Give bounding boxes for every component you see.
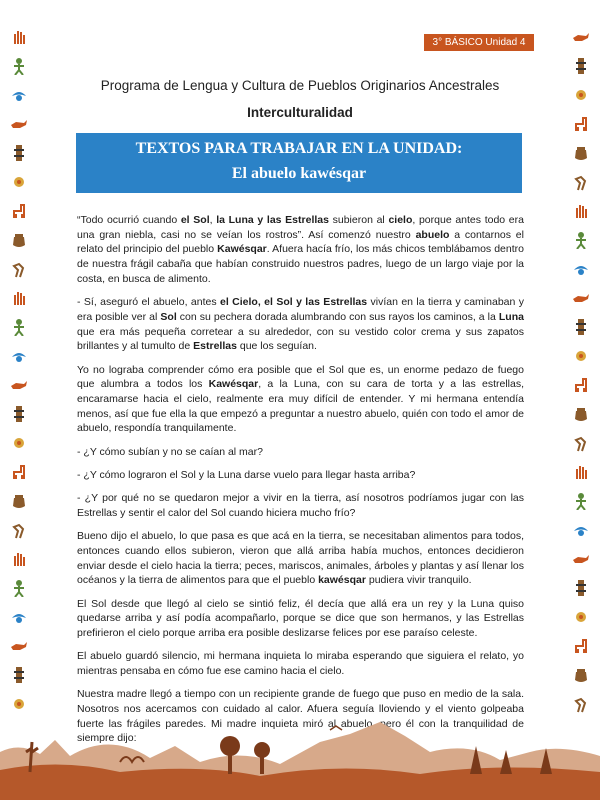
totem-icon — [572, 318, 590, 336]
text-run: que era más pequeña corretear a su alrededor, con su vestido color crema y sus zapatos brillantes y al tumulto de — [77, 325, 524, 353]
text-run: - ¿Y cómo subían y no se caían al mar? — [77, 445, 263, 458]
text-run: , a la Luna, con su cara de torta y a las estrellas, encaramarse hacia el cielo, realmente era muy difícil de entender. Y mi hermana entendía menos, así que fue ella la que empezó a preguntar a nuestro abuelo, quién con todo el amor de abuelo, respondía tranquilamente. — [77, 378, 525, 435]
llama-icon — [572, 637, 590, 655]
text-run: , porque antes todo era una gran niebla, casi no se veían los rostros”. Así comenzó nuestro — [77, 214, 524, 241]
fox-icon — [572, 550, 590, 568]
text-run: - ¿Y cómo lograron el Sol y la Luna darse vuelo para llegar hasta arriba? — [77, 468, 416, 481]
emphasized-text: Luna — [498, 310, 524, 323]
hand-icon — [572, 463, 590, 481]
story-title: El abuelo kawésqar — [231, 165, 367, 182]
story-paragraph — [77, 468, 524, 483]
sun-icon — [10, 434, 28, 452]
text-run: subieron al — [328, 214, 389, 226]
figure-icon — [10, 318, 28, 336]
fox-icon — [572, 289, 590, 307]
bird-icon — [572, 260, 590, 278]
hand-icon — [10, 28, 28, 46]
emphasized-text: Kawésqar — [208, 378, 259, 391]
text-run: , — [209, 214, 217, 226]
totem-icon — [10, 405, 28, 423]
emphasized-text: Estrellas — [193, 340, 237, 353]
text-run: vivían en la tierra y caminaban y era posible ver al — [77, 296, 524, 323]
sun-icon — [10, 173, 28, 191]
rhea-icon — [10, 521, 28, 539]
emphasized-text: Sol — [160, 310, 177, 323]
left-decorative-border — [2, 28, 36, 728]
text-run: Nuestra madre llegó a tiempo con un recipiente grande de fuego que puso en medio de la sala. Nosotros nos acercamos con cuidado al calor. Afuera seguía lloviendo y el viento golpeaba fuerte las frágiles paredes. Mi madre inquieta miró al abuelo, pero él con la tranquilidad de siempre dijo: — [77, 688, 524, 745]
text-run: “Todo ocurrió cuando — [77, 214, 181, 226]
emphasized-text: kawésqar — [318, 574, 366, 587]
hand-icon — [10, 289, 28, 307]
hand-icon — [572, 202, 590, 220]
pot-icon — [572, 666, 590, 684]
emphasized-text: el Cielo, el Sol y las Estrellas — [220, 296, 368, 309]
story-paragraph — [77, 445, 524, 460]
emphasized-text: abuelo — [415, 228, 450, 241]
figure-icon — [10, 579, 28, 597]
title-box-heading: TEXTOS PARA TRABAJAR EN LA UNIDAD: — [135, 140, 463, 157]
text-run: - Sí, aseguró el abuelo, antes — [77, 296, 221, 309]
rhea-icon — [572, 695, 590, 713]
text-run: Yo no lograba comprender cómo era posible que el Sol que es, un enorme pedazo de fuego que alumbra a todos los — [77, 363, 524, 391]
llama-icon — [10, 202, 28, 220]
story-paragraph — [77, 295, 524, 354]
text-run: que los seguían. — [236, 340, 317, 353]
text-run: El Sol desde que llegó al cielo se sintió feliz, él decía que allá era un rey y la Luna quiso quedarse arriba y así podía acompañarlo, porque se dice que son hermanos, y las Estrellas prefirieron el cielo porque arriba era posible deslizarse felices por ese paraíso celeste. — [77, 597, 524, 640]
llama-icon — [572, 376, 590, 394]
text-run: . Afuera hacía frío, los más chicos temblábamos dentro de nuestra frágil cabaña que habían construido nuestros padres, luego de un largo viaje por la costa, en busca de alimento. — [77, 243, 524, 285]
totem-icon — [572, 579, 590, 597]
title-box — [76, 133, 522, 193]
text-run: con su pechera dorada alumbrando con sus rayos los caminos, a la — [176, 310, 499, 323]
totem-icon — [10, 666, 28, 684]
rhea-icon — [10, 260, 28, 278]
grade-unit-badge: 3° BÁSICO Unidad 4 — [424, 34, 534, 51]
fox-icon — [10, 637, 28, 655]
pot-icon — [572, 144, 590, 162]
story-paragraph — [77, 649, 524, 678]
story-paragraph — [77, 597, 524, 641]
emphasized-text: el Sol — [180, 214, 210, 226]
figure-icon — [572, 231, 590, 249]
bird-icon — [572, 521, 590, 539]
text-run: Bueno dijo el abuelo, lo que pasa es que acá en la tierra, se necesitaban alimentos para todos, entonces cuando ellos subieron, vieron que allá arriba había muchos, entonces decidieron enviar desde el cielo hacia la tierra; peces, mariscos, animales, árboles y plantas y así llenar los océanos y la tierra de alimentos para que el pueblo — [77, 530, 524, 587]
totem-icon — [572, 57, 590, 75]
story-paragraph — [77, 529, 524, 588]
story-paragraph — [77, 491, 524, 520]
text-run: a contarnos el relato del principio del pueblo — [77, 228, 524, 256]
text-run: pudiera vivir tranquilo. — [365, 574, 472, 587]
rhea-icon — [572, 173, 590, 191]
story-paragraph — [77, 363, 524, 437]
program-title: Programa de Lengua y Cultura de Pueblos Originarios Ancestrales — [100, 78, 500, 93]
story-body — [77, 213, 524, 755]
emphasized-text: la Luna y las Estrellas — [216, 214, 329, 226]
hand-icon — [10, 550, 28, 568]
footer-landscape-illustration — [0, 712, 600, 800]
fox-icon — [10, 376, 28, 394]
sun-icon — [572, 347, 590, 365]
llama-icon — [10, 463, 28, 481]
story-paragraph — [77, 213, 524, 287]
figure-icon — [572, 492, 590, 510]
figure-icon — [10, 57, 28, 75]
bird-icon — [10, 608, 28, 626]
rhea-icon — [572, 434, 590, 452]
emphasized-text: Kawésqar — [217, 243, 267, 256]
emphasized-text: cielo — [388, 214, 413, 226]
totem-icon — [10, 144, 28, 162]
bird-icon — [10, 347, 28, 365]
text-run: - ¿Y por qué no se quedaron mejor a vivir en la tierra, así nosotros podríamos jugar con las Estrellas y sentir el calor del Sol cuando hiciera mucho frío? — [77, 492, 524, 519]
text-run: El abuelo guardó silencio, mi hermana inquieta lo miraba esperando que siguiera el relato, yo mientras pensaba en cómo fue ese camino hacia el cielo. — [77, 650, 524, 678]
section-subtitle: Interculturalidad — [247, 105, 353, 120]
right-decorative-border — [564, 28, 598, 728]
pot-icon — [572, 405, 590, 423]
pot-icon — [10, 492, 28, 510]
pot-icon — [10, 231, 28, 249]
sun-icon — [572, 608, 590, 626]
sun-icon — [10, 695, 28, 713]
fox-icon — [572, 28, 590, 46]
